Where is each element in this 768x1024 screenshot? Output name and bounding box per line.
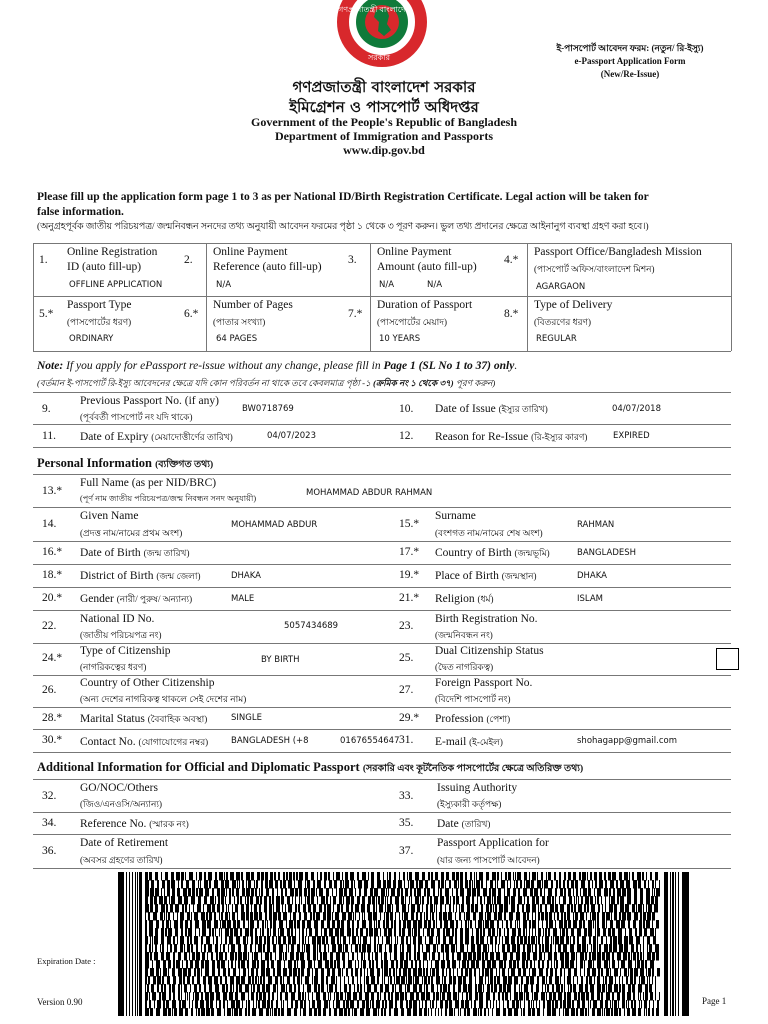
field-36-num: 36.	[42, 845, 57, 857]
field-10-label-bn: (ইস্যুর তারিখ)	[498, 404, 548, 414]
field-36-label2: (অবসর গ্রহণের তারিখ)	[80, 855, 163, 865]
field-15-label2: (বংশগত নাম/নামের শেষ অংশ)	[435, 528, 543, 538]
field-25-label2: (দ্বৈত নাগরিকত্ব)	[435, 662, 494, 672]
field-21-num: 21.*	[399, 592, 420, 604]
field-13-label2: (পূর্ণ নাম জাতীয় পরিচয়পত্র/জন্ম নিবন্ধন সনদ অনুযায়ী)	[80, 494, 257, 503]
field-37-label: Passport Application for	[437, 837, 549, 849]
instructions-line2: false information.	[37, 206, 124, 218]
field-29-label-en: Profession	[435, 713, 484, 725]
field-30-label-bn: (যোগাযোগের নম্বর)	[138, 737, 209, 747]
dept-title-en: Department of Immigration and Passports	[275, 129, 493, 143]
field-20-label	[80, 592, 192, 607]
given-name-value[interactable]: MOHAMMAD ABDUR	[231, 520, 318, 530]
field-5-label2: (পাসপোর্টের ধরণ)	[67, 317, 132, 327]
full-name-value[interactable]: MOHAMMAD ABDUR RAHMAN	[306, 488, 433, 498]
field-22-num: 22.	[42, 620, 57, 632]
field-11-label-en: Date of Expiry	[80, 431, 149, 443]
field-26-label2: (অন্য দেশের নাগরিকত্ব থাকলে সেই দেশের নাম)	[80, 694, 247, 704]
website: www.dip.gov.bd	[343, 143, 425, 157]
field-16-label	[80, 546, 189, 561]
note-bn-post: পূরণ করুন)	[453, 378, 496, 388]
expiration-date-label: Expiration Date :	[37, 956, 96, 966]
personal-info-title	[37, 456, 213, 473]
note-bn	[37, 376, 495, 391]
field-19-label-bn: (জন্মস্থান)	[501, 571, 537, 581]
field-19-label-en: Place of Birth	[435, 570, 499, 582]
field-25-label: Dual Citizenship Status	[435, 645, 544, 657]
field-3-num: 3.	[348, 254, 357, 266]
field-12-label-bn: (রি-ইস্যুর কারণ)	[531, 432, 588, 442]
field-4-label: Passport Office/Bangladesh Mission	[534, 246, 702, 258]
field-6-label: Number of Pages	[213, 299, 293, 311]
field-11-num: 11.	[42, 430, 56, 442]
field-32-label: GO/NOC/Others	[80, 782, 158, 794]
field-21-label	[435, 592, 494, 607]
field-34-num: 34.	[42, 817, 57, 829]
field-11-label-bn: (মেয়াদোত্তীর্ণের তারিখ)	[151, 432, 233, 442]
field-23-num: 23.	[399, 620, 414, 632]
field-5-label: Passport Type	[67, 299, 132, 311]
field-13-num: 13.*	[42, 485, 63, 497]
pdf417-barcode	[118, 872, 690, 1016]
field-21-label-en: Religion	[435, 593, 475, 605]
note-bn-bold: (ক্রমিক নং ১ থেকে ৩৭)	[372, 378, 454, 388]
field-12-num: 12.	[399, 430, 414, 442]
dept-title-bn: ইমিগ্রেশন ও পাসপোর্ট অধিদপ্তর	[289, 98, 479, 116]
field-2-label2: Reference (auto fill-up)	[213, 261, 322, 273]
field-4-label2: (পাসপোর্ট অফিস/বাংলাদেশ মিশন)	[534, 264, 655, 274]
marital-status-value[interactable]: SINGLE	[231, 713, 262, 723]
additional-title-en: Additional Information for Official and Diplomatic Passport	[37, 760, 360, 774]
field-27-label: Foreign Passport No.	[435, 677, 533, 689]
passport-type-value[interactable]: ORDINARY	[69, 334, 114, 344]
date-of-expiry-value[interactable]: 04/07/2023	[267, 431, 316, 441]
field-14-label: Given Name	[80, 510, 139, 522]
field-6-label2: (পাতার সংখ্যা)	[213, 317, 266, 327]
field-30-label	[80, 735, 208, 750]
field-12-label-en: Reason for Re-Issue	[435, 431, 529, 443]
note-text: If you apply for ePassport re-issue without any change, please fill in	[63, 360, 384, 372]
additional-info-title	[37, 760, 583, 777]
field-35-label-en: Date	[437, 818, 459, 830]
field-8-label: Type of Delivery	[534, 299, 613, 311]
contact-country-value[interactable]: BANGLADESH (+8	[231, 736, 309, 746]
field-20-label-bn: (নারী/ পুরুষ/ অন্যান্য)	[116, 594, 193, 604]
form-code-sub: (New/Re-Issue)	[600, 69, 660, 79]
field-8-num: 8.*	[504, 308, 519, 320]
field-31-label-en: E-mail	[435, 736, 467, 748]
field-33-num: 33.	[399, 790, 414, 802]
field-35-label-bn: (তারিখ)	[461, 819, 491, 829]
payment-amount-value[interactable]: N/A	[379, 280, 395, 290]
field-28-label-bn: (বৈবাহিক অবস্থা)	[147, 714, 208, 724]
field-16-num: 16.*	[42, 546, 63, 558]
field-34-label-en: Reference No.	[80, 818, 147, 830]
field-14-num: 14.	[42, 518, 57, 530]
additional-title-bn: (সরকারি এবং কূটনৈতিক পাসপোর্টের ক্ষেত্রে অতিরিক্ত তথ্য)	[362, 764, 584, 774]
page-number: Page 1	[702, 996, 727, 1006]
field-24-label2: (নাগরিকত্বের ধরণ)	[80, 662, 147, 672]
note-bn-pre: (বর্তমান ই-পাসপোর্ট রি-ইস্যু আবেদনের ক্ষেত্রে যদি কোন পরিবর্তন না থাকে তবে কেবলমাত্র পৃষ্ঠা -১	[37, 378, 373, 388]
field-7-label2: (পাসপোর্টের মেয়াদ)	[377, 317, 448, 327]
citizenship-type-value[interactable]: BY BIRTH	[261, 655, 300, 665]
field-1-label2: ID (auto fill-up)	[67, 261, 142, 273]
field-34-label	[80, 817, 189, 832]
version-label: Version 0.90	[37, 997, 83, 1007]
gov-title-en: Government of the People's Republic of Bangladesh	[251, 115, 517, 129]
payment-amount-value-2[interactable]: N/A	[427, 280, 443, 290]
field-33-label2: (ইস্যুকারী কর্তৃপক্ষ)	[437, 799, 502, 809]
contact-number-value[interactable]: 01676554647	[340, 736, 400, 746]
field-13-label: Full Name (as per NID/BRC)	[80, 477, 217, 489]
field-12-label	[435, 430, 587, 445]
field-31-label	[435, 735, 503, 750]
field-10-label	[435, 402, 548, 417]
district-of-birth-value[interactable]: DHAKA	[231, 571, 261, 581]
field-35-num: 35.	[399, 817, 414, 829]
field-21-label-bn: (ধর্ম)	[477, 594, 494, 604]
national-id-value[interactable]: 5057434689	[284, 621, 339, 631]
payment-reference-value[interactable]: N/A	[216, 280, 232, 290]
field-2-label: Online Payment	[213, 246, 288, 258]
emblem-text: গণপ্রজাতন্ত্রী বাংলাদেশ	[338, 5, 411, 14]
field-17-label-en: Country of Birth	[435, 547, 512, 559]
field-22-label2: (জাতীয় পরিচয়পত্র নং)	[80, 630, 162, 640]
field-22-label: National ID No.	[80, 613, 155, 625]
field-14-label2: (প্রদত্ত নাম/নামের প্রথম অংশ)	[80, 528, 183, 538]
date-of-issue-value[interactable]: 04/07/2018	[612, 404, 661, 414]
gov-title-bn: গণপ্রজাতন্ত্রী বাংলাদেশ সরকার	[292, 78, 476, 96]
field-27-label2: (বিদেশি পাসপোর্ট নং)	[435, 694, 511, 704]
field-35-label	[437, 817, 490, 832]
field-20-num: 20.*	[42, 592, 63, 604]
field-29-label	[435, 712, 510, 727]
field-6-num: 6.*	[184, 308, 199, 320]
reason-reissue-value[interactable]: EXPIRED	[613, 431, 650, 441]
field-33-label: Issuing Authority	[437, 782, 518, 794]
field-9-num: 9.	[42, 403, 51, 415]
personal-title-en: Personal Information	[37, 456, 152, 470]
field-1-label: Online Registration	[67, 246, 158, 258]
note-end: .	[514, 360, 518, 372]
field-25-num: 25.	[399, 652, 414, 664]
form-code-en: e-Passport Application Form	[574, 56, 686, 66]
field-2-num: 2.	[184, 254, 193, 266]
online-registration-id-value[interactable]: OFFLINE APPLICATION	[69, 280, 163, 290]
field-15-num: 15.*	[399, 518, 420, 530]
field-24-label: Type of Citizenship	[80, 645, 171, 657]
field-3-label2: Amount (auto fill-up)	[377, 261, 477, 273]
passport-office-value[interactable]: AGARGAON	[536, 282, 586, 292]
field-26-num: 26.	[42, 684, 57, 696]
surname-value[interactable]: RAHMAN	[577, 520, 615, 530]
field-15-label: Surname	[435, 510, 476, 522]
religion-value[interactable]: ISLAM	[577, 594, 603, 604]
field-30-label-en: Contact No.	[80, 736, 136, 748]
field-3-label: Online Payment	[377, 246, 452, 258]
field-20-label-en: Gender	[80, 593, 114, 605]
field-28-label-en: Marital Status	[80, 713, 145, 725]
field-29-num: 29.*	[399, 712, 420, 724]
emblem-sub-text: সরকার	[368, 53, 391, 62]
field-19-num: 19.*	[399, 569, 420, 581]
email-value[interactable]: shohagapp@gmail.com	[577, 736, 677, 746]
field-7-num: 7.*	[348, 308, 363, 320]
note-bold: Page 1 (SL No 1 to 37) only	[383, 360, 515, 372]
previous-passport-value[interactable]: BW0718769	[242, 404, 294, 414]
field-31-num: 31.	[399, 734, 414, 746]
field-9-label2: (পূর্ববর্তী পাসপোর্ট নং যদি থাকে)	[80, 412, 193, 422]
field-23-label2: (জন্মনিবন্ধন নং)	[435, 630, 493, 640]
field-7-label: Duration of Passport	[377, 299, 473, 311]
field-32-num: 32.	[42, 790, 57, 802]
field-31-label-bn: (ই-মেইল)	[469, 737, 503, 747]
country-of-birth-value[interactable]: BANGLADESH	[577, 548, 637, 558]
note-label: Note:	[37, 360, 64, 372]
field-37-num: 37.	[399, 845, 414, 857]
field-16-label-en: Date of Birth	[80, 547, 141, 559]
field-19-label	[435, 569, 537, 584]
field-17-label	[435, 546, 550, 561]
note	[37, 360, 517, 372]
field-27-num: 27.	[399, 684, 414, 696]
field-9-label: Previous Passport No. (if any)	[80, 395, 219, 407]
number-of-pages-value[interactable]: 64 PAGES	[216, 334, 258, 344]
field-1-num: 1.	[39, 254, 48, 266]
passport-duration-value[interactable]: 10 YEARS	[379, 334, 421, 344]
personal-title-bn: (ব্যক্তিগত তথ্য)	[155, 460, 214, 470]
field-28-num: 28.*	[42, 712, 63, 724]
field-26-label: Country of Other Citizenship	[80, 677, 215, 689]
field-36-label: Date of Retirement	[80, 837, 169, 849]
place-of-birth-value[interactable]: DHAKA	[577, 571, 607, 581]
field-4-num: 4.*	[504, 254, 519, 266]
field-17-num: 17.*	[399, 546, 420, 558]
field-34-label-bn: (স্মারক নং)	[149, 819, 189, 829]
form-code-bn: ই-পাসপোর্ট আবেদন ফরম: (নতুন/ রি-ইস্যু)	[556, 43, 704, 53]
field-37-label2: (যার জন্য পাসপোর্ট আবেদন)	[437, 855, 540, 865]
instructions-bn: (অনুগ্রহপূর্বক জাতীয় পরিচয়পত্র/ জন্মনিবন্ধন সনদের তথ্য অনুযায়ী আবেদন ফরমের পৃষ্ঠা ১ থেকে ৩ পূরণ করুন। ভুল তথ্য প্রদানের ক্ষেত্রে আইনানুগ ব্যবস্থা গ্রহণ করা হবে।)	[37, 222, 649, 232]
field-24-num: 24.*	[42, 652, 63, 664]
gender-value[interactable]: MALE	[231, 594, 255, 604]
field-5-num: 5.*	[39, 308, 54, 320]
field-18-num: 18.*	[42, 569, 63, 581]
field-18-label-bn: (জন্ম জেলা)	[156, 571, 201, 581]
field-32-label2: (জিও/এনওসি/অন্যান্য)	[80, 799, 162, 809]
field-8-label2: (বিতরণের ধরণ)	[534, 317, 591, 327]
instructions-line1: Please fill up the application form page 1 to 3 as per National ID/Birth Registration Certificate. Legal action will be taken for	[37, 191, 649, 203]
field-28-label	[80, 712, 207, 727]
field-23-label: Birth Registration No.	[435, 613, 538, 625]
field-29-label-bn: (পেশা)	[486, 714, 511, 724]
field-11-label	[80, 430, 233, 445]
field-18-label-en: District of Birth	[80, 570, 154, 582]
field-17-label-bn: (জন্মভূমি)	[514, 548, 550, 558]
delivery-type-value[interactable]: REGULAR	[536, 334, 577, 344]
field-16-label-bn: (জন্ম তারিখ)	[143, 548, 190, 558]
field-10-num: 10.	[399, 403, 414, 415]
dual-citizenship-checkbox[interactable]	[716, 648, 739, 670]
field-18-label	[80, 569, 200, 584]
field-30-num: 30.*	[42, 734, 63, 746]
field-10-label-en: Date of Issue	[435, 403, 496, 415]
